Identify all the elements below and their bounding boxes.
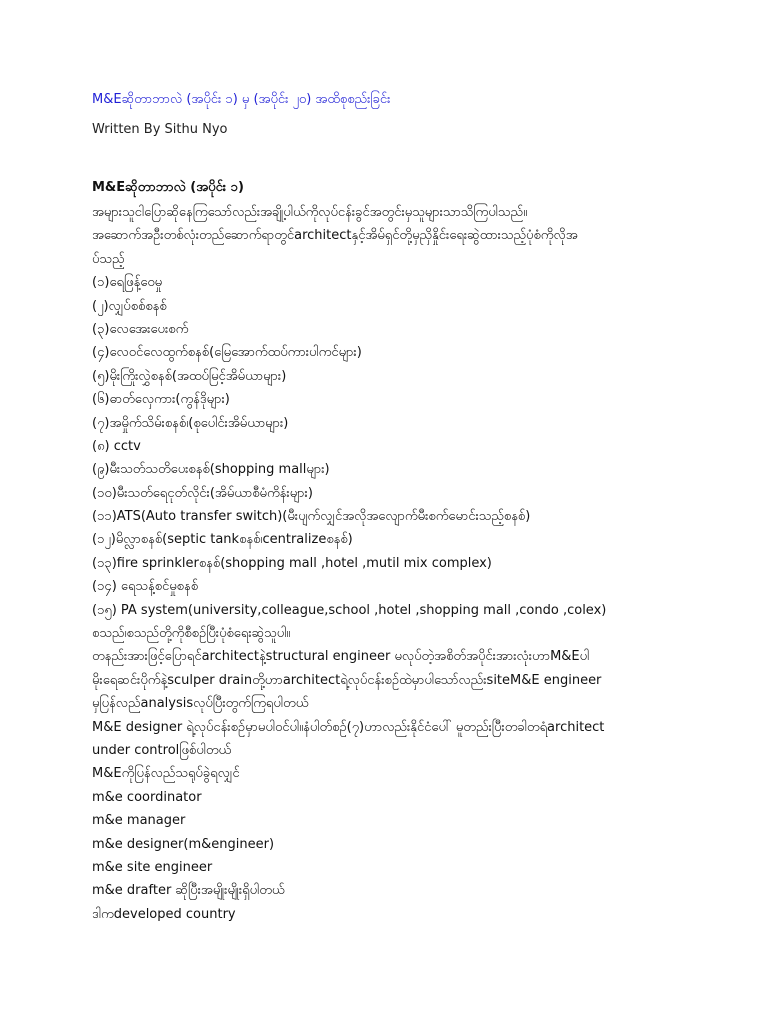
section-heading: M&Eဆိုတာဘာလဲ (အပိုင်း ၁)	[92, 180, 244, 195]
paragraph-line: ဒါကdeveloped country	[92, 906, 236, 922]
list-item: (၂)လျှပ်စစ်စနစ်	[92, 298, 167, 314]
role-item: m&e site engineer	[92, 859, 213, 875]
list-item: (၅)မိုးကြိုးလွှဲစနစ်(အထပ်မြင့်အိမ်ယာများ)	[92, 368, 287, 384]
list-item: (၁၁)ATS(Auto transfer switch)(မီးပျက်လျှင်အလိုအလျောက်မီးစက်မောင်းသည့်စနစ်)	[92, 509, 531, 525]
list-item: (၁၃)fire sprinklerစနစ်(shopping mall ,hotel ,mutil mix complex)	[92, 555, 492, 571]
role-item: m&e drafter ဆိုပြီးအမျိုးမျိုးရှိပါတယ်	[92, 883, 285, 899]
list-item: (၁၅) PA system(university,colleague,school ,hotel ,shopping mall ,condo ,colex)	[92, 602, 607, 618]
list-item: (၆)ဓာတ်လှေကား(ကွန်ဒိုများ)	[92, 392, 230, 408]
list-item: (၉)မီးသတ်သတိပေးစနစ်(shopping mallများ)	[92, 462, 330, 478]
document-title: M&Eဆိုတာဘာလဲ (အပိုင်း ၁) မှ (အပိုင်း ၂၀) အထိစုစည်းခြင်း	[92, 92, 391, 107]
list-item: (၈) cctv	[92, 438, 141, 454]
paragraph-line: အဆောက်အဦးတစ်လုံးတည်ဆောက်ရာတွင်architectနှင့်အိမ်ရှင်တို့မှညှိနှိုင်းရေးဆွဲထားသည့်ပုံစံကိုလိုအ	[92, 228, 578, 244]
list-item: (၃)လေအေးပေးစက်	[92, 321, 189, 337]
paragraph-line: M&Eကိုပြန်လည်သရုပ်ခွဲရလျှင်	[92, 766, 240, 782]
paragraph-line: အများသူငါပြောဆိုနေကြသော်လည်းအချို့ပါယ်ကိုလုပ်ငန်းခွင်အတွင်းမှသူများသာသိကြပါသည်။	[92, 205, 528, 220]
paragraph-line: စသည်၊စသည်တို့ကိုစီစဉ်ပြီးပုံစံရေးဆွဲသူပါ။	[92, 626, 291, 642]
paragraph-line: မိုးရေဆင်းပိုက်နဲ့sculper drainတို့ဟာarchitectရဲ့လုပ်ငန်းစဉ်ထဲမှာပါသော်လည်းsiteM&E engineer	[92, 672, 602, 688]
list-item: (၇)အမှိုက်သိမ်းစနစ်၊(စုပေါင်းအိမ်ယာများ)	[92, 415, 289, 431]
body-text	[92, 201, 682, 926]
list-item: (၁၄) ရေသန့်စင်မှုစနစ်	[92, 579, 199, 595]
paragraph-line: M&E designer ရဲ့လုပ်ငန်းစဉ်မှာမပါဝင်ပါ။နံပါတ်စဉ်(၇)ဟာလည်းနိုင်ငံပေါ် မူတည်းပြီးတခါတရံarchitect	[92, 719, 605, 735]
paragraph-line: တနည်းအားဖြင့်ပြောရင်architectနဲ့structural engineer မလုပ်တဲ့အစိတ်အပိုင်းအားလုံးဟာM&Eပါ	[92, 649, 590, 665]
author-byline: Written By Sithu Nyo	[92, 122, 228, 137]
role-item: m&e coordinator	[92, 789, 202, 805]
list-item: (၄)လေဝင်လေထွက်စနစ်(မြေအောက်ထပ်ကားပါကင်များ)	[92, 345, 362, 361]
list-item: (၁)ရေဖြန့်ဝေမှု	[92, 275, 163, 291]
paragraph-line: ပ်သည့်	[92, 251, 125, 267]
role-item: m&e designer(m&engineer)	[92, 836, 275, 852]
list-item: (၁၂)မိလ္လာစနစ်(septic tankစနစ်၊centralizeစနစ်)	[92, 532, 353, 548]
list-item: (၁၀)မီးသတ်ရေငုတ်လိုင်း(အိမ်ယာစီမံကိန်းများ)	[92, 485, 313, 501]
paragraph-line: under controlဖြစ်ပါတယ်	[92, 742, 232, 758]
role-item: m&e manager	[92, 813, 186, 829]
paragraph-line: မှပြန်လည်analysisလုပ်ပြီးတွက်ကြရပါတယ်	[92, 696, 309, 712]
